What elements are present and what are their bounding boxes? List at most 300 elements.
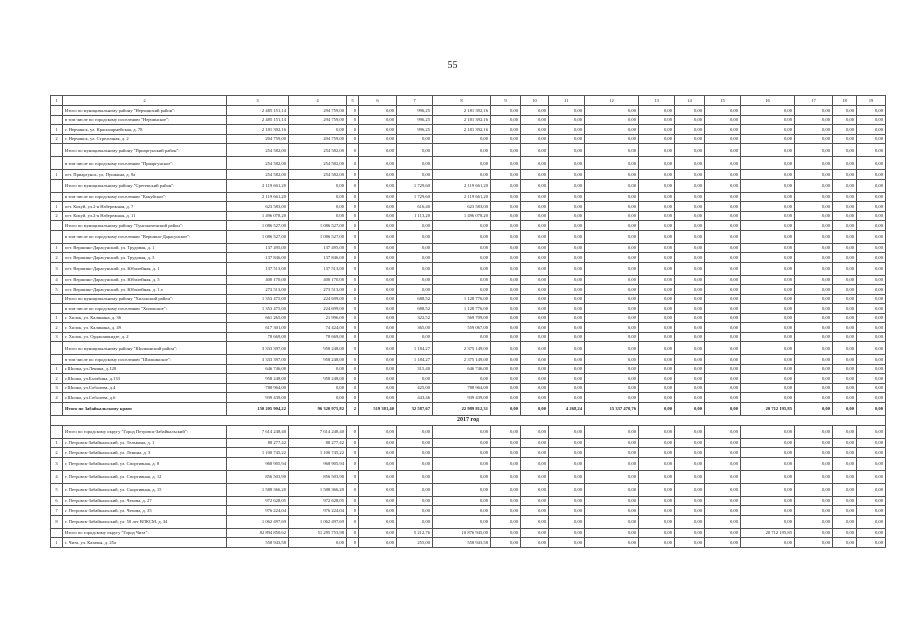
value-cell: 0,00: [521, 221, 549, 231]
value-cell: 0,00: [833, 515, 857, 528]
address-cell: г. Петровск-Забайкальский, ул. Чехова, д. 35: [63, 506, 227, 516]
value-cell: 0,00: [857, 483, 886, 496]
value-cell: 0,00: [705, 470, 741, 483]
group-total-row: [51, 192, 886, 202]
value-cell: 0,00: [795, 448, 833, 458]
value-cell: 0,00: [359, 448, 397, 458]
value-cell: 0,00: [521, 448, 549, 458]
value-cell: 0: [347, 115, 359, 125]
value-cell: 0,00: [549, 294, 585, 304]
address-cell: пгт. Вершино-Дарасунский, ул. Юбилейная, д. 1: [63, 262, 227, 275]
row-number: 2: [51, 323, 63, 333]
value-cell: 0,00: [675, 275, 705, 285]
value-cell: 0,00: [639, 262, 675, 275]
value-cell: 0,00: [705, 364, 741, 374]
value-cell: 0,00: [857, 125, 886, 135]
column-number: 7: [397, 96, 433, 106]
value-cell: 0,00: [833, 313, 857, 323]
group-total-row: [51, 106, 886, 116]
address-cell: пгт. Вершино-Дарасунский, ул. Юбилейная, д. 1 а: [63, 285, 227, 295]
value-cell: 0,00: [675, 125, 705, 135]
value-cell: 0,00: [705, 304, 741, 314]
value-cell: 0,00: [705, 192, 741, 202]
column-number: 6: [359, 96, 397, 106]
value-cell: 0,00: [521, 192, 549, 202]
value-cell: 0,00: [639, 355, 675, 365]
value-cell: 0,00: [741, 332, 795, 342]
value-cell: 0,00: [521, 470, 549, 483]
value-cell: 0,00: [741, 294, 795, 304]
value-cell: 0,00: [549, 253, 585, 263]
group-total-row: [51, 425, 886, 438]
value-cell: 0,00: [491, 144, 521, 157]
value-cell: 0,00: [521, 243, 549, 253]
value-cell: 0,00: [705, 323, 741, 333]
value-cell: 0,00: [833, 294, 857, 304]
value-cell: 0,00: [491, 438, 521, 448]
value-cell: 0,00: [741, 483, 795, 496]
column-number: 11: [549, 96, 585, 106]
value-cell: 0,00: [741, 304, 795, 314]
value-cell: 0,00: [857, 275, 886, 285]
value-cell: 958 248,00: [227, 374, 289, 384]
value-cell: 0,00: [359, 304, 397, 314]
value-cell: 0,00: [585, 275, 639, 285]
table-row: [51, 457, 886, 470]
value-cell: 1 184,27: [397, 355, 433, 365]
value-cell: 0,00: [705, 106, 741, 116]
value-cell: 0,00: [795, 221, 833, 231]
value-cell: 0,00: [289, 192, 347, 202]
table-row: [51, 374, 886, 384]
value-cell: 0,00: [433, 230, 491, 243]
value-cell: 0,00: [491, 457, 521, 470]
value-cell: 1 496 078,20: [433, 211, 491, 221]
value-cell: 0,00: [521, 262, 549, 275]
group-total-row: [51, 342, 886, 355]
value-cell: 2 119 661,20: [433, 179, 491, 192]
value-cell: 254 582,00: [289, 144, 347, 157]
value-cell: 1 113,20: [397, 211, 433, 221]
value-cell: 0,00: [741, 506, 795, 516]
value-cell: 0,00: [433, 262, 491, 275]
value-cell: 0,00: [705, 253, 741, 263]
value-cell: 0,00: [521, 483, 549, 496]
value-cell: 400 170,00: [289, 275, 347, 285]
value-cell: 0: [347, 438, 359, 448]
value-cell: 0,00: [795, 457, 833, 470]
value-cell: 856 503,90: [227, 470, 289, 483]
value-cell: 968 905,94: [289, 457, 347, 470]
address-cell: Итого по муниципальному району "Нерчинский район":: [63, 106, 227, 116]
row-number: 4: [51, 393, 63, 403]
value-cell: 0,00: [549, 262, 585, 275]
value-cell: 0,00: [491, 253, 521, 263]
value-cell: 0,00: [397, 506, 433, 516]
value-cell: 0,00: [833, 538, 857, 548]
value-cell: 0: [347, 313, 359, 323]
value-cell: 0,00: [359, 275, 397, 285]
value-cell: 0,00: [359, 538, 397, 548]
value-cell: 1 062 497,69: [289, 515, 347, 528]
value-cell: 996,25: [397, 106, 433, 116]
value-cell: 0,00: [397, 253, 433, 263]
value-cell: 0,00: [857, 304, 886, 314]
address-cell: пгт. Приаргунск, ул. Пушкина, д. 9а: [63, 170, 227, 180]
value-cell: 0: [347, 496, 359, 506]
value-cell: 137 846,00: [227, 253, 289, 263]
value-cell: 0,00: [585, 144, 639, 157]
value-cell: 0,00: [705, 483, 741, 496]
value-cell: 0,00: [675, 313, 705, 323]
value-cell: 0,00: [675, 457, 705, 470]
value-cell: 0,00: [585, 448, 639, 458]
address-cell: в том числе по городскому поселению "Шилкинское":: [63, 355, 227, 365]
value-cell: 0,00: [359, 528, 397, 538]
row-number: [51, 179, 63, 192]
address-cell: г. Петровск-Забайкальский, ул. Чехова, д. 27: [63, 496, 227, 506]
value-cell: 0,00: [359, 253, 397, 263]
value-cell: 0,00: [675, 106, 705, 116]
value-cell: 0,00: [705, 515, 741, 528]
value-cell: 0,00: [741, 230, 795, 243]
value-cell: 0,00: [705, 496, 741, 506]
value-cell: 0,00: [675, 402, 705, 415]
row-number: 1: [51, 538, 63, 548]
value-cell: 0,00: [585, 393, 639, 403]
value-cell: 0,00: [857, 438, 886, 448]
value-cell: 0,00: [857, 393, 886, 403]
value-cell: 0,00: [741, 285, 795, 295]
value-cell: 0,00: [795, 144, 833, 157]
value-cell: 0,00: [521, 313, 549, 323]
value-cell: 7 614 248,40: [227, 425, 289, 438]
value-cell: 0,00: [795, 170, 833, 180]
page-number: 55: [447, 60, 458, 71]
value-cell: 32 587,67: [397, 402, 433, 415]
table-row: [51, 253, 886, 263]
table-row: [51, 275, 886, 285]
value-cell: 0: [347, 243, 359, 253]
value-cell: 0,00: [639, 106, 675, 116]
value-cell: 0: [347, 285, 359, 295]
value-cell: 0,00: [433, 425, 491, 438]
value-cell: 0,00: [397, 425, 433, 438]
value-cell: 0,00: [795, 383, 833, 393]
value-cell: 0,00: [857, 157, 886, 170]
value-cell: 0,00: [639, 211, 675, 221]
value-cell: 0,00: [359, 515, 397, 528]
value-cell: 0,00: [359, 230, 397, 243]
value-cell: 0,00: [675, 364, 705, 374]
value-cell: 0,00: [795, 125, 833, 135]
value-cell: 0: [347, 515, 359, 528]
value-cell: 0,00: [857, 253, 886, 263]
column-number: 5: [347, 96, 359, 106]
value-cell: 0,00: [795, 364, 833, 374]
value-cell: 0,00: [521, 275, 549, 285]
value-cell: 0,00: [549, 332, 585, 342]
value-cell: 0,00: [585, 425, 639, 438]
value-cell: 0,00: [549, 157, 585, 170]
value-cell: 0,00: [833, 230, 857, 243]
value-cell: 0,00: [521, 253, 549, 263]
value-cell: 254 582,00: [227, 170, 289, 180]
address-cell: г. Петровск-Забайкальский, ул. Спортивная, д. 8: [63, 457, 227, 470]
value-cell: 2 119 661,20: [227, 179, 289, 192]
value-cell: 0,00: [521, 506, 549, 516]
value-cell: 0,00: [585, 211, 639, 221]
value-cell: 0,00: [741, 253, 795, 263]
value-cell: 0: [347, 393, 359, 403]
value-cell: 939 439,00: [433, 393, 491, 403]
value-cell: 0,00: [433, 243, 491, 253]
value-cell: 0,00: [549, 313, 585, 323]
value-cell: 0,00: [741, 383, 795, 393]
value-cell: 7 614 248,40: [289, 425, 347, 438]
value-cell: 0,00: [549, 538, 585, 548]
value-cell: 0,00: [521, 496, 549, 506]
table-row: [51, 285, 886, 295]
value-cell: 254 582,00: [227, 157, 289, 170]
value-cell: 0,00: [857, 528, 886, 538]
year-label: 2017 год: [51, 415, 886, 425]
value-cell: 0,00: [705, 425, 741, 438]
value-cell: 0,00: [639, 506, 675, 516]
value-cell: 0,00: [833, 496, 857, 506]
value-cell: 0,00: [521, 374, 549, 384]
value-cell: 0,00: [491, 179, 521, 192]
table-row: [51, 125, 886, 135]
value-cell: 0,00: [795, 275, 833, 285]
value-cell: 0,00: [833, 355, 857, 365]
value-cell: 2: [347, 402, 359, 415]
value-cell: 0,00: [289, 125, 347, 135]
address-cell: в том числе по городскому поселению "Нерчинское":: [63, 115, 227, 125]
table-row: [51, 134, 886, 144]
row-number: 1: [51, 313, 63, 323]
value-cell: 0,00: [585, 106, 639, 116]
value-cell: 0,00: [639, 342, 675, 355]
column-number: 1: [51, 96, 63, 106]
value-cell: 0,00: [585, 262, 639, 275]
value-cell: 0,00: [639, 285, 675, 295]
value-cell: 2 181 392,16: [433, 115, 491, 125]
value-cell: 0,00: [705, 538, 741, 548]
value-cell: 0,00: [549, 393, 585, 403]
table-row: [51, 170, 886, 180]
value-cell: 958 248,00: [289, 342, 347, 355]
value-cell: 400 170,00: [227, 275, 289, 285]
value-cell: 1 588 366,20: [289, 483, 347, 496]
table-row: [51, 448, 886, 458]
value-cell: 0,00: [397, 332, 433, 342]
value-cell: 0,00: [675, 332, 705, 342]
value-cell: 0,00: [433, 483, 491, 496]
value-cell: 0: [347, 506, 359, 516]
value-cell: 0,00: [833, 262, 857, 275]
value-cell: 0,00: [639, 457, 675, 470]
value-cell: 0,00: [549, 383, 585, 393]
value-cell: 0,00: [397, 275, 433, 285]
value-cell: 0,00: [491, 364, 521, 374]
value-cell: 0,00: [795, 134, 833, 144]
value-cell: 2 485 151,14: [227, 115, 289, 125]
value-cell: 0,00: [795, 438, 833, 448]
value-cell: 0,00: [741, 448, 795, 458]
value-cell: 0,00: [741, 515, 795, 528]
row-number: 2: [51, 374, 63, 384]
value-cell: 0,00: [549, 106, 585, 116]
value-cell: 0: [347, 323, 359, 333]
value-cell: 0,00: [741, 221, 795, 231]
value-cell: 0,00: [521, 157, 549, 170]
column-number: 12: [585, 96, 639, 106]
group-total-row: [51, 144, 886, 157]
value-cell: 74 424,00: [289, 323, 347, 333]
value-cell: 0,00: [639, 438, 675, 448]
value-cell: 0,00: [549, 115, 585, 125]
value-cell: 0,00: [639, 230, 675, 243]
value-cell: 0,00: [639, 179, 675, 192]
value-cell: 51 295 753,98: [289, 528, 347, 538]
value-cell: 0,00: [433, 515, 491, 528]
value-cell: 0: [347, 134, 359, 144]
value-cell: 0,00: [491, 383, 521, 393]
row-number: 2: [51, 211, 63, 221]
value-cell: 0,00: [521, 528, 549, 538]
value-cell: 0,00: [397, 230, 433, 243]
value-cell: 0,00: [857, 313, 886, 323]
value-cell: 0,00: [521, 115, 549, 125]
value-cell: 0,00: [833, 332, 857, 342]
value-cell: 0,00: [741, 374, 795, 384]
value-cell: 0,00: [705, 342, 741, 355]
row-number: 1: [51, 243, 63, 253]
value-cell: 0: [347, 332, 359, 342]
value-cell: 0,00: [359, 106, 397, 116]
row-number: [51, 342, 63, 355]
group-total-row: [51, 157, 886, 170]
value-cell: 0,00: [521, 438, 549, 448]
value-cell: 0,00: [549, 275, 585, 285]
value-cell: 0,00: [795, 528, 833, 538]
value-cell: 976 224,04: [227, 506, 289, 516]
value-cell: 0,00: [833, 483, 857, 496]
group-total-row: [51, 304, 886, 314]
value-cell: 0,00: [705, 294, 741, 304]
value-cell: 0,00: [585, 115, 639, 125]
value-cell: 558 943,58: [227, 538, 289, 548]
address-cell: пгт. Кокуй, ул.2-я Набережная, д. 7: [63, 202, 227, 212]
value-cell: 0,00: [549, 515, 585, 528]
value-cell: 0,00: [675, 221, 705, 231]
value-cell: 22 989 812,31: [433, 402, 491, 415]
value-cell: 82 894 850,62: [227, 528, 289, 538]
value-cell: 617 301,00: [227, 323, 289, 333]
value-cell: 0: [347, 230, 359, 243]
value-cell: 0,00: [795, 192, 833, 202]
value-cell: 0,00: [857, 364, 886, 374]
value-cell: 0,00: [491, 515, 521, 528]
value-cell: 0,00: [675, 134, 705, 144]
address-cell: г. Петровск-Забайкальский, ул. Ленина, д. 3: [63, 448, 227, 458]
value-cell: 3 333 397,00: [227, 355, 289, 365]
value-cell: 0,00: [289, 538, 347, 548]
value-cell: 273 513,00: [227, 285, 289, 295]
value-cell: 0,00: [857, 425, 886, 438]
value-cell: 0,00: [705, 448, 741, 458]
value-cell: 0,00: [833, 243, 857, 253]
value-cell: 0,00: [675, 355, 705, 365]
value-cell: 0,00: [795, 294, 833, 304]
value-cell: 0,00: [585, 285, 639, 295]
value-cell: 0,00: [795, 402, 833, 415]
value-cell: 0,00: [675, 323, 705, 333]
value-cell: 0,00: [359, 313, 397, 323]
value-cell: 0,00: [521, 202, 549, 212]
value-cell: 204 759,00: [289, 134, 347, 144]
column-number: 3: [227, 96, 289, 106]
value-cell: 0,00: [857, 115, 886, 125]
value-cell: 0,00: [833, 170, 857, 180]
row-number: 2: [51, 448, 63, 458]
value-cell: 0: [347, 448, 359, 458]
value-cell: 0,00: [675, 515, 705, 528]
value-cell: 0,00: [857, 470, 886, 483]
value-cell: 0,00: [521, 364, 549, 374]
column-number: 16: [741, 96, 795, 106]
value-cell: 0,00: [833, 202, 857, 212]
value-cell: 0,00: [639, 115, 675, 125]
value-cell: 0,00: [857, 323, 886, 333]
value-cell: 0,00: [675, 374, 705, 384]
value-cell: 0,00: [833, 383, 857, 393]
value-cell: 0,00: [491, 192, 521, 202]
value-cell: 254 582,00: [289, 170, 347, 180]
value-cell: 0,00: [857, 285, 886, 295]
value-cell: 0: [347, 202, 359, 212]
table-row: [51, 211, 886, 221]
value-cell: 20 712 195,85: [741, 528, 795, 538]
value-cell: 0,00: [397, 470, 433, 483]
value-cell: 0: [347, 470, 359, 483]
row-number: [51, 230, 63, 243]
value-cell: 0,00: [857, 262, 886, 275]
value-cell: 0,00: [585, 192, 639, 202]
row-number: 3: [51, 262, 63, 275]
value-cell: 0,00: [857, 538, 886, 548]
column-number-row: [51, 96, 886, 106]
value-cell: 0,00: [857, 515, 886, 528]
value-cell: 0,00: [741, 202, 795, 212]
value-cell: 443,46: [397, 393, 433, 403]
address-cell: Итого по городскому округу "Город Петровск-Забайкальский":: [63, 425, 227, 438]
value-cell: 0,00: [491, 294, 521, 304]
value-cell: 0,00: [741, 393, 795, 403]
value-cell: 0,00: [639, 383, 675, 393]
value-cell: 0,00: [491, 332, 521, 342]
value-cell: 2 181 392,16: [227, 125, 289, 135]
value-cell: 559 067,00: [433, 323, 491, 333]
row-number: 5: [51, 483, 63, 496]
value-cell: 0,00: [359, 383, 397, 393]
value-cell: 616,40: [397, 202, 433, 212]
value-cell: 0,00: [585, 313, 639, 323]
value-cell: 0: [347, 457, 359, 470]
value-cell: 0,00: [521, 134, 549, 144]
value-cell: 0,00: [833, 125, 857, 135]
